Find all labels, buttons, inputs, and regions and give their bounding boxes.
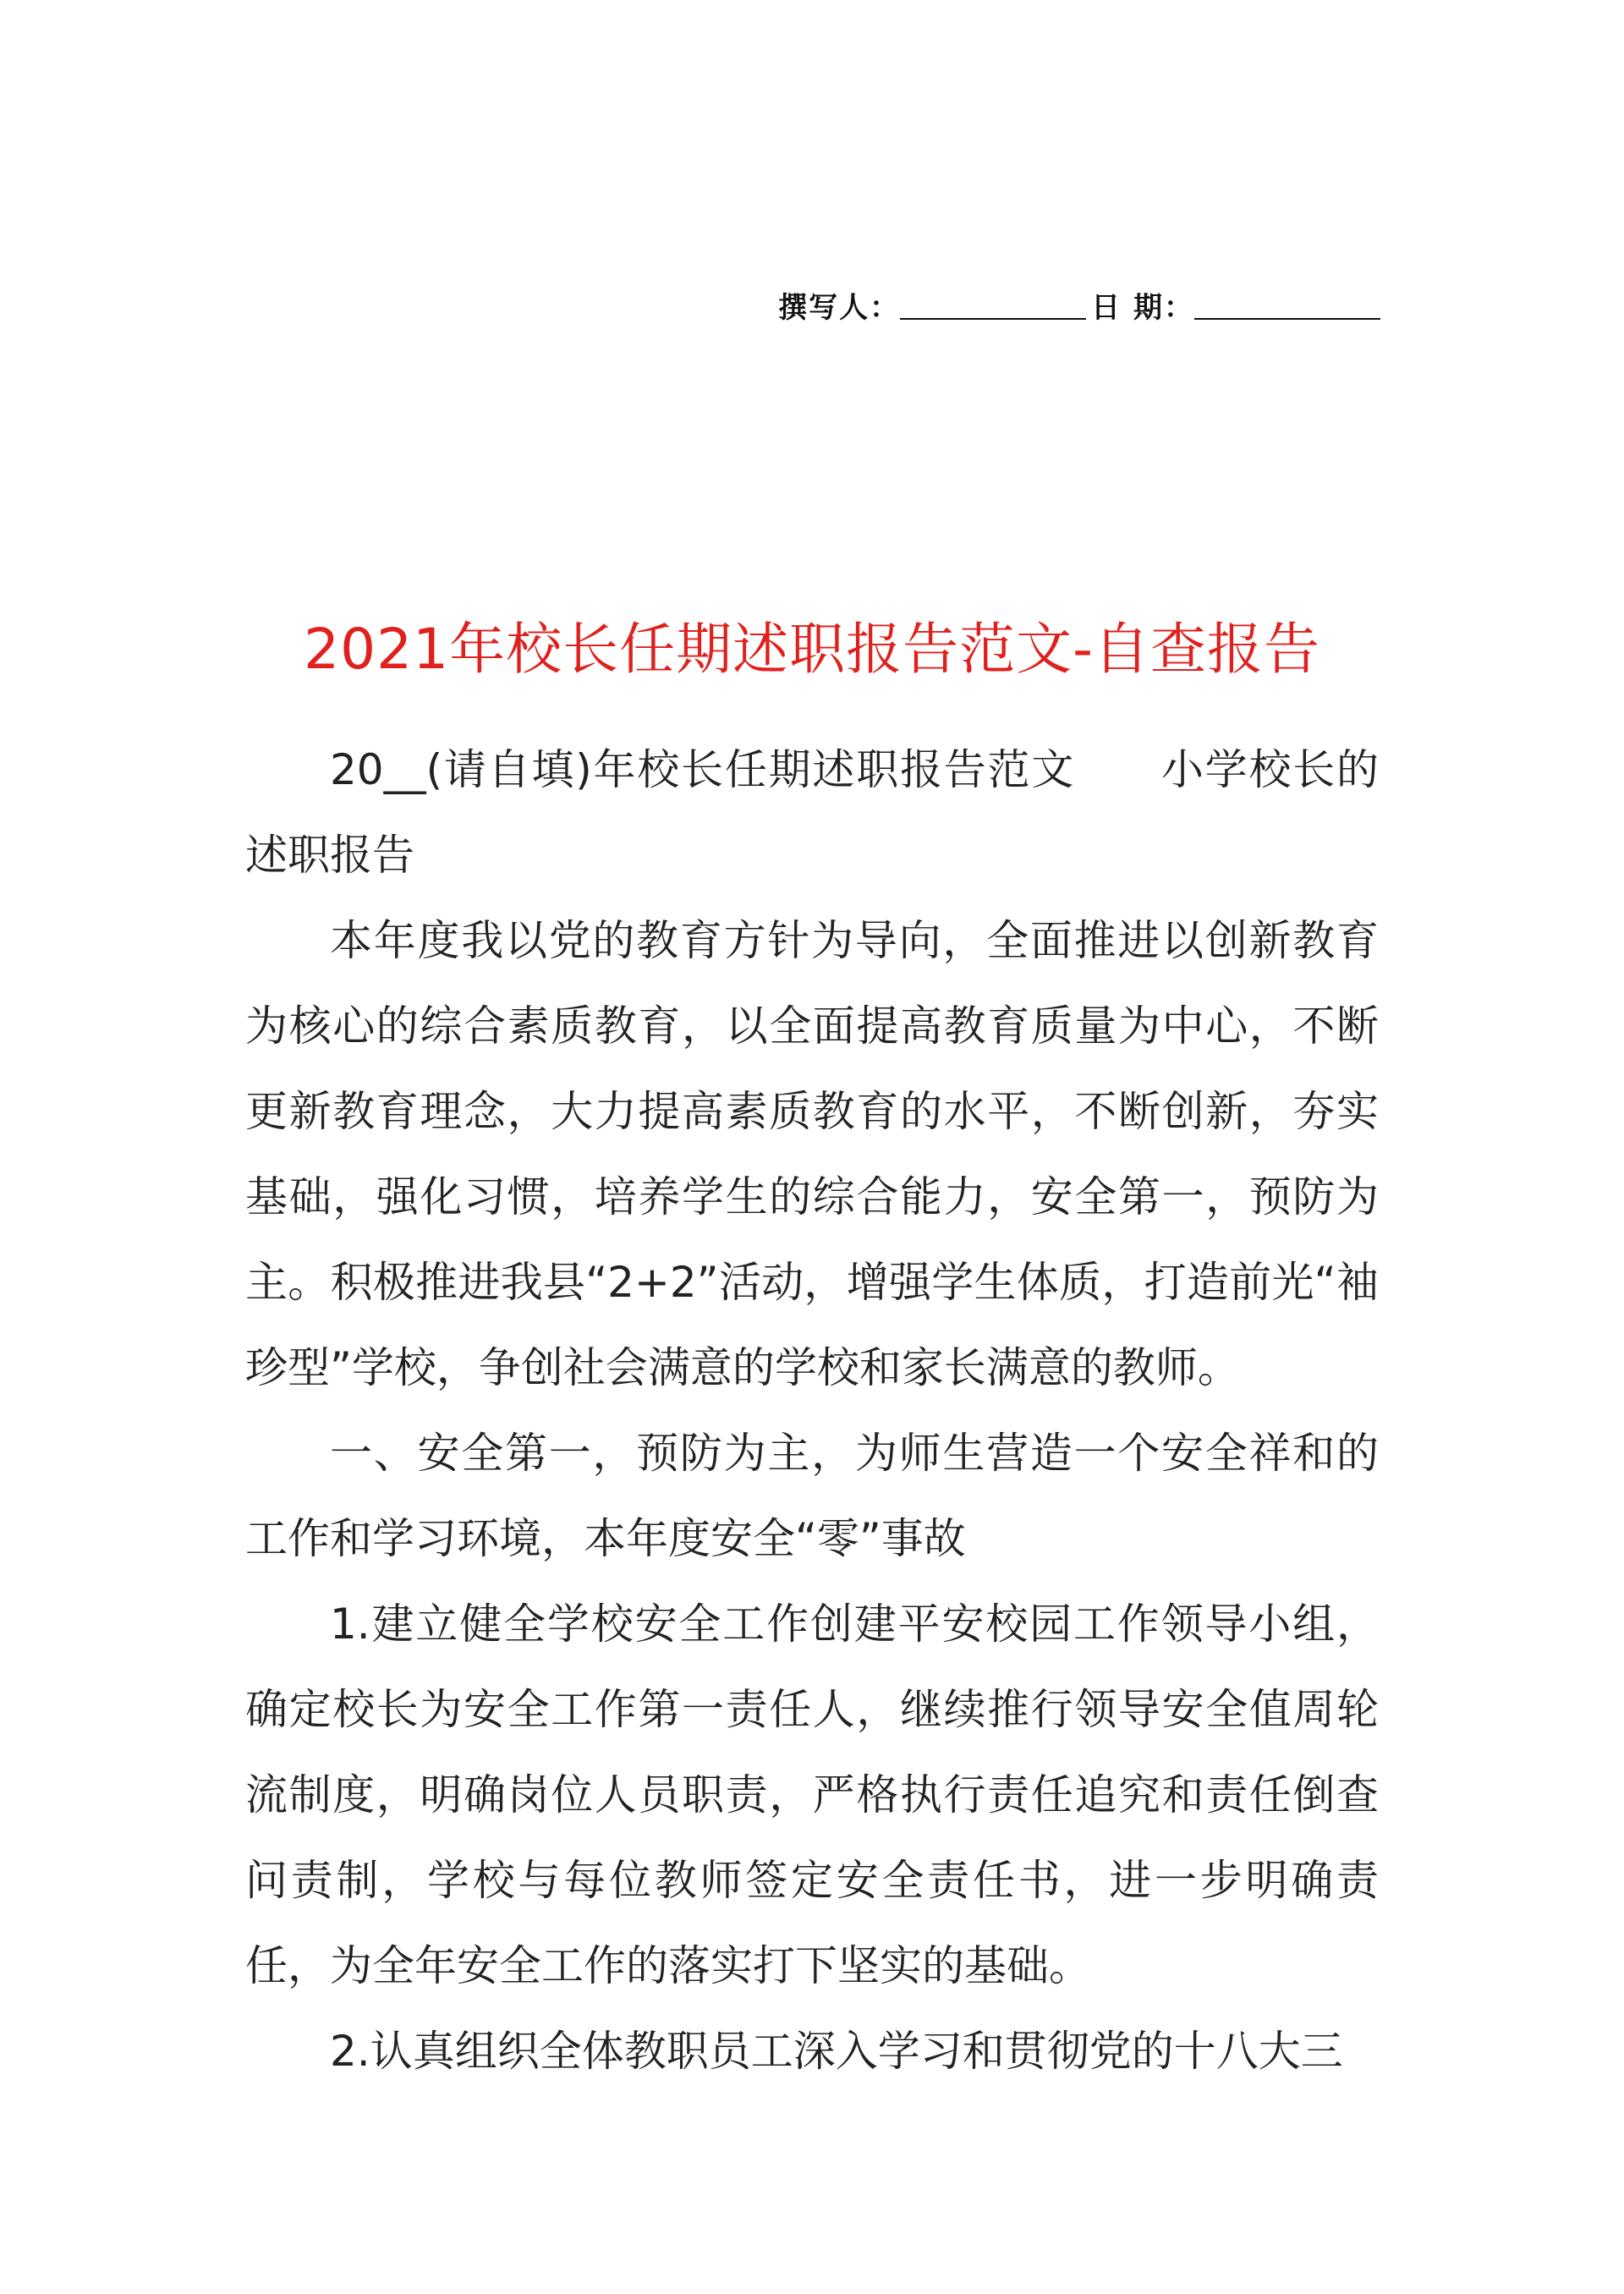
date-label: 日 期： bbox=[1091, 291, 1194, 325]
paragraph-4: 2.认真组织全体教职员工深入学习和贯彻党的十八大三 bbox=[330, 2027, 1343, 2076]
author-label: 撰写人： bbox=[778, 291, 901, 325]
subtitle-left: 20__(请自填)年校长任期述职报告范文 bbox=[330, 745, 1076, 794]
paragraph-3: 1.建立健全学校安全工作创建平安校园工作领导小组，确定校长为安全工作第一责任人，继续推行领导安全值周轮流制度，明确岗位人员职责，严格执行责任追究和责任倒查问责制，学校与每位教师签定安全责任书，进一步明确责任，为全年安全工作的落实打下坚实的基础。 bbox=[245, 1600, 1379, 1990]
author-blank bbox=[900, 291, 1086, 320]
signature-line bbox=[778, 284, 1384, 326]
subtitle-paragraph bbox=[245, 727, 1379, 898]
subtitle-right: 小学校长的述职报告 bbox=[245, 745, 1380, 880]
paragraph-1: 本年度我以党的教育方针为导向，全面推进以创新教育为核心的综合素质教育，以全面提高教育质量为中心，不断更新教育理念，大力提高素质教育的水平，不断创新，夯实基础，强化习惯，培养学生的综合能力，安全第一，预防为主。积极推进我县“2+2”活动，增强学生体质，打造前光“袖珍型”学校，争创社会满意的学校和家长满意的教师。 bbox=[245, 916, 1379, 1392]
date-blank bbox=[1194, 291, 1380, 320]
document-title: 2021年校长任期述职报告范文-自查报告 bbox=[304, 617, 1320, 682]
paragraph-2: 一、安全第一，预防为主，为师生营造一个安全祥和的工作和学习环境，本年度安全“零”事故 bbox=[245, 1429, 1379, 1563]
document-body bbox=[245, 727, 1379, 2094]
